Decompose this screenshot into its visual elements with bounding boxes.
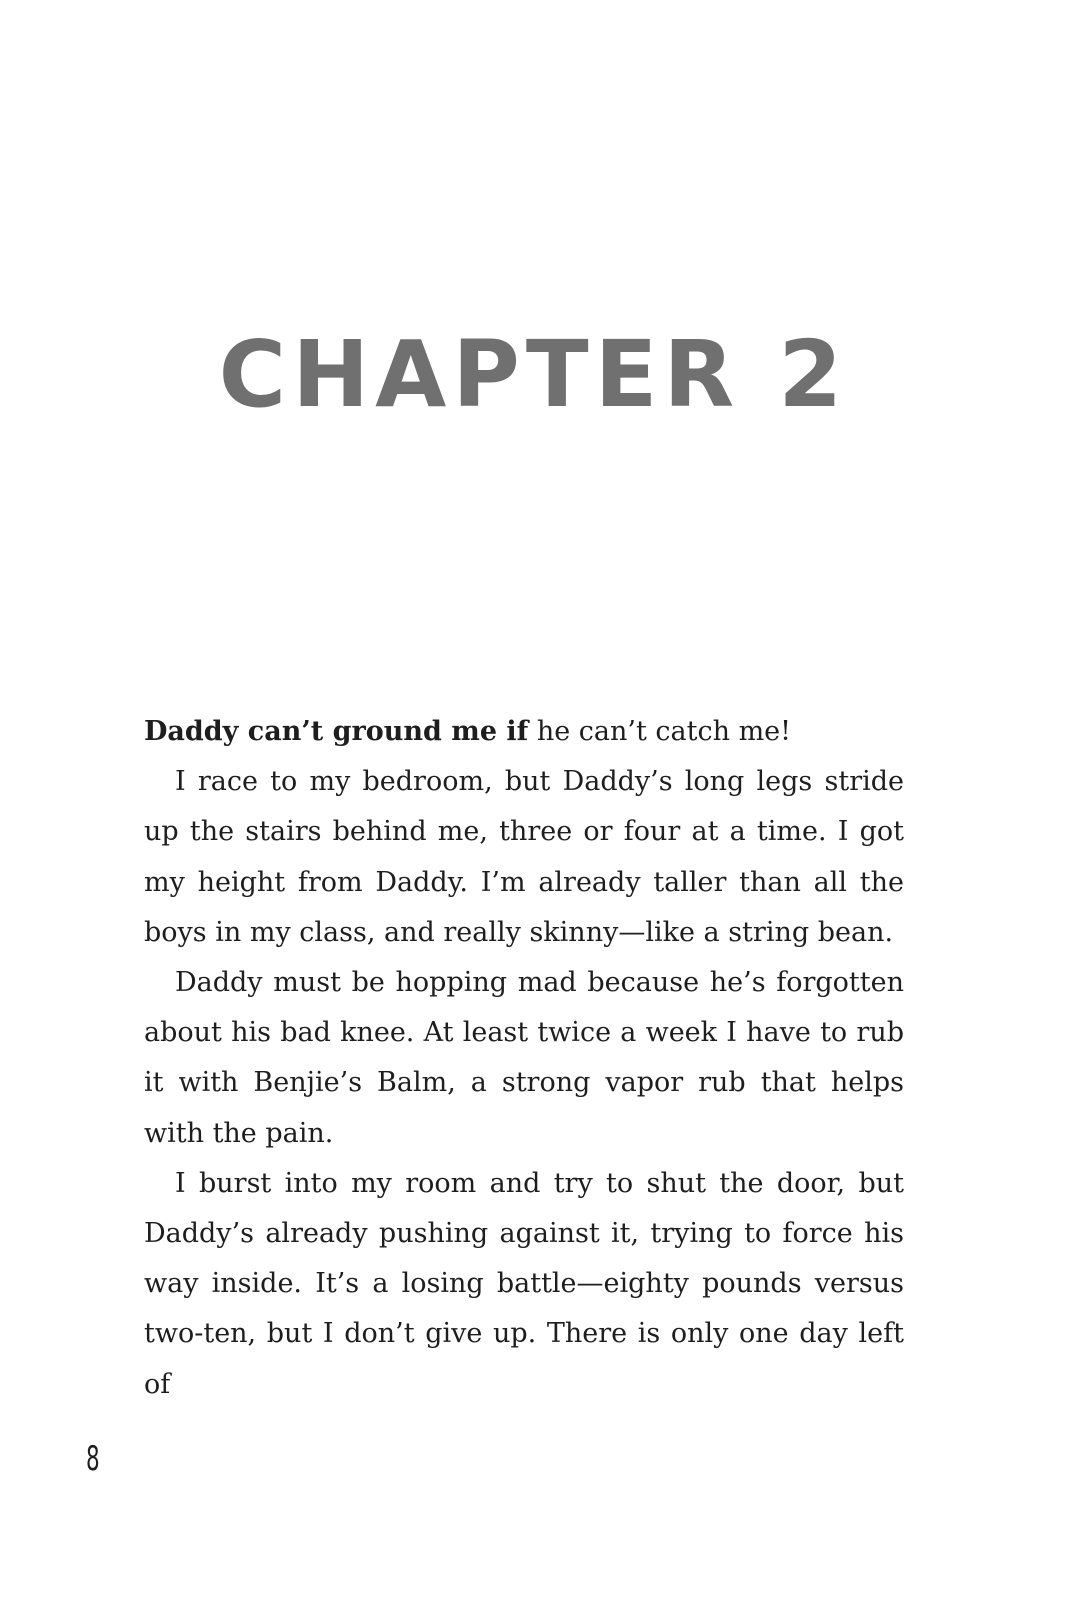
opening-text: he can’t catch me! bbox=[528, 716, 792, 747]
body-text bbox=[144, 707, 904, 1410]
paragraph: Daddy must be hopping mad because he’s forgotten about his bad knee. At least twice a week I have to rub it with Benjie’s Balm, a strong vapor rub that helps with the pain. bbox=[144, 967, 904, 1149]
paragraph: I burst into my room and try to shut the door, but Daddy’s already pushing against it, trying to force his way inside. It’s a losing battle—eighty pounds versus two-ten, but I don’t give up. There is only one day left of bbox=[144, 1167, 904, 1400]
page-number: 8 bbox=[86, 1439, 100, 1479]
lead-in-text: Daddy can’t ground me if bbox=[144, 716, 529, 747]
paragraph: I race to my bedroom, but Daddy’s long legs stride up the stairs behind me, three or four at a time. I got my height from Daddy. I’m already taller than all the boys in my class, and really skinny—like a string bean. bbox=[144, 766, 904, 948]
opening-paragraph bbox=[144, 707, 904, 757]
chapter-heading: CHAPTER 2 bbox=[218, 321, 849, 428]
